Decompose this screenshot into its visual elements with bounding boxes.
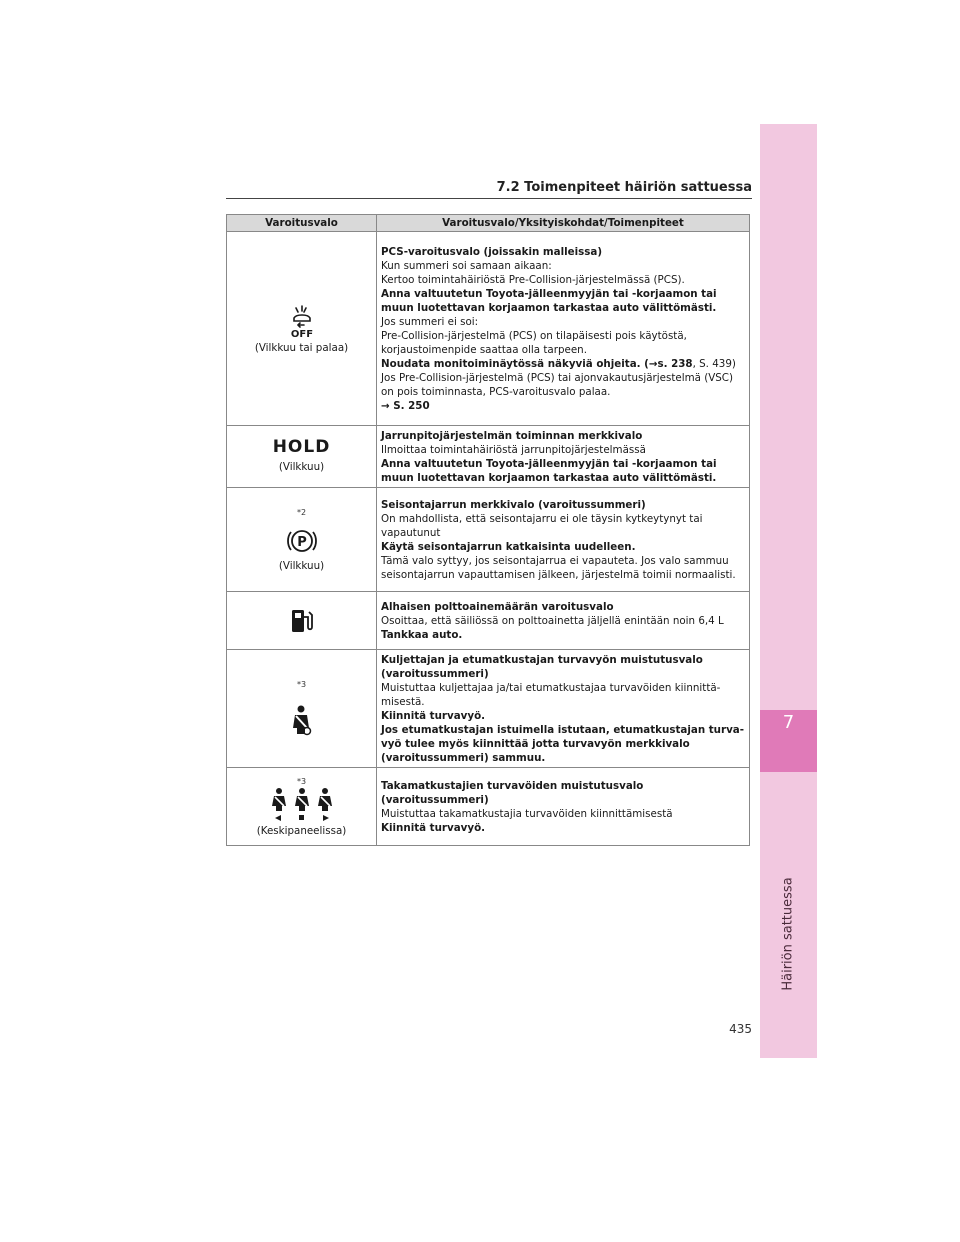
row-text: Ilmoittaa toimintahäiriöstä jarrunpitojärjestelmässä (381, 444, 646, 456)
row-action: Anna valtuutetun Toyota-jälleenmyyjän tai -korjaamon tai muun luotettavan korjaamon tarkastaa auto välittömästi. (381, 458, 717, 484)
row-title: Jarrunpitojärjestelmän toiminnan merkkivalo (381, 430, 643, 442)
row-title: PCS-varoitusvalo (joissakin malleissa) (381, 246, 603, 258)
row-text: Jos summeri ei soi: (381, 316, 479, 328)
chapter-side-tab (760, 124, 817, 1058)
page-ref: , S. 439) (692, 358, 736, 370)
header-divider (226, 198, 752, 199)
page-link[interactable]: →s. 238 (648, 358, 693, 370)
table-row (227, 426, 750, 488)
icon-cell (227, 426, 377, 488)
pcs-off-label: OFF (290, 328, 313, 338)
row-text: Muistuttaa takamatkustajia turvavöiden kiinnittämisestä (381, 808, 673, 820)
col-header-warning-light: Varoitusvalo (227, 215, 377, 232)
footnote-marker: *3 (296, 776, 307, 786)
icon-cell (227, 232, 377, 426)
row-text: Pre-Collision-järjestelmä (PCS) on tilapäisesti pois käytöstä, korjaustoimenpide saattaa olla tarpeen. (381, 330, 687, 356)
icon-cell (227, 650, 377, 768)
row-action: Käytä seisontajarrun katkaisinta uudelleen. (381, 541, 636, 553)
page-link[interactable]: → S. 250 (381, 400, 430, 412)
hold-icon: HOLD (272, 437, 331, 457)
row-action (381, 357, 745, 371)
table-row (227, 650, 750, 768)
icon-cell (227, 488, 377, 592)
pcs-off-icon (282, 304, 322, 338)
icon-caption: (Keskipaneelissa) (256, 824, 347, 837)
row-text: Jos Pre-Collision-järjestelmä (PCS) tai ajonvakautusjärjestelmä (VSC) on pois toiminnasta, PCS-varoitusvalo palaa. (381, 372, 733, 398)
row-title: Seisontajarrun merkkivalo (varoitussummeri) (381, 499, 646, 511)
description-cell (377, 426, 750, 488)
row-text: Kertoo toimintahäiriöstä Pre-Collision-järjestelmässä (PCS). (381, 274, 685, 286)
fuel-pump-icon (289, 607, 315, 635)
description-cell (377, 592, 750, 650)
row-action: Tankkaa auto. (381, 629, 463, 641)
icon-caption: (Vilkkuu) (278, 559, 325, 572)
table-row (227, 768, 750, 846)
row-text: On mahdollista, että seisontajarru ei ole täysin kytkeytynyt tai vapautunut (381, 513, 703, 539)
rear-seatbelts-icon (267, 787, 337, 821)
row-action: Jos etumatkustajan istuimella istutaan, etumatkustajan turva- vyö tulee myös kiinnittää jotta turvavyön merkkivalo (varoitussummeri) sammuu. (381, 724, 745, 764)
icon-caption: (Vilkkuu) (278, 461, 325, 473)
row-title: Alhaisen polttoainemäärän varoitusvalo (381, 601, 614, 613)
description-cell (377, 488, 750, 592)
chapter-number: 7 (782, 712, 795, 733)
table-row (227, 592, 750, 650)
parking-brake-icon (284, 526, 320, 556)
row-text: Tämä valo syttyy, jos seisontajarrua ei vapauteta. Jos valo sammuu seisontajarrun vapauttamisen jälkeen, järjestelmä toimii normaalisti. (381, 555, 736, 581)
table-row (227, 488, 750, 592)
icon-cell (227, 768, 377, 846)
row-action: Kiinnitä turvavyö. (381, 710, 486, 722)
warning-lights-table (226, 214, 750, 846)
table-header-row (227, 215, 750, 232)
row-text: Kun summeri soi samaan aikaan: (381, 260, 552, 272)
row-action: Anna valtuutetun Toyota-jälleenmyyjän tai -korjaamon tai muun luotettavan korjaamon tarkastaa auto välittömästi. (381, 288, 717, 314)
footnote-marker: *2 (296, 507, 307, 517)
description-cell (377, 232, 750, 426)
chapter-title: Häiriön sattuessa (780, 877, 796, 991)
row-text: Osoittaa, että säiliössä on polttoainetta jäljellä enintään noin 6,4 L (381, 615, 724, 627)
svg-text:P: P (296, 534, 307, 550)
table-row (227, 232, 750, 426)
icon-caption: (Vilkkuu tai palaa) (254, 341, 349, 354)
action-text: Noudata monitoiminäytössä näkyviä ohjeita. ( (381, 358, 649, 370)
description-cell (377, 768, 750, 846)
icon-cell (227, 592, 377, 650)
col-header-details: Varoitusvalo/Yksityiskohdat/Toimenpiteet (377, 215, 750, 232)
row-action: Kiinnitä turvavyö. (381, 822, 486, 834)
row-text: Muistuttaa kuljettajaa ja/tai etumatkustajaa turvavöiden kiinnittä- misestä. (381, 682, 721, 708)
description-cell (377, 650, 750, 768)
page-number: 435 (729, 1022, 752, 1036)
row-title: Kuljettajan ja etumatkustajan turvavyön muistutusvalo (varoitussummeri) (381, 654, 703, 680)
footnote-marker: *3 (296, 680, 307, 689)
seatbelt-icon (287, 704, 317, 738)
row-title: Takamatkustajien turvavöiden muistutusvalo (varoitussummeri) (381, 780, 644, 806)
section-title: 7.2 Toimenpiteet häiriön sattuessa (496, 180, 752, 195)
